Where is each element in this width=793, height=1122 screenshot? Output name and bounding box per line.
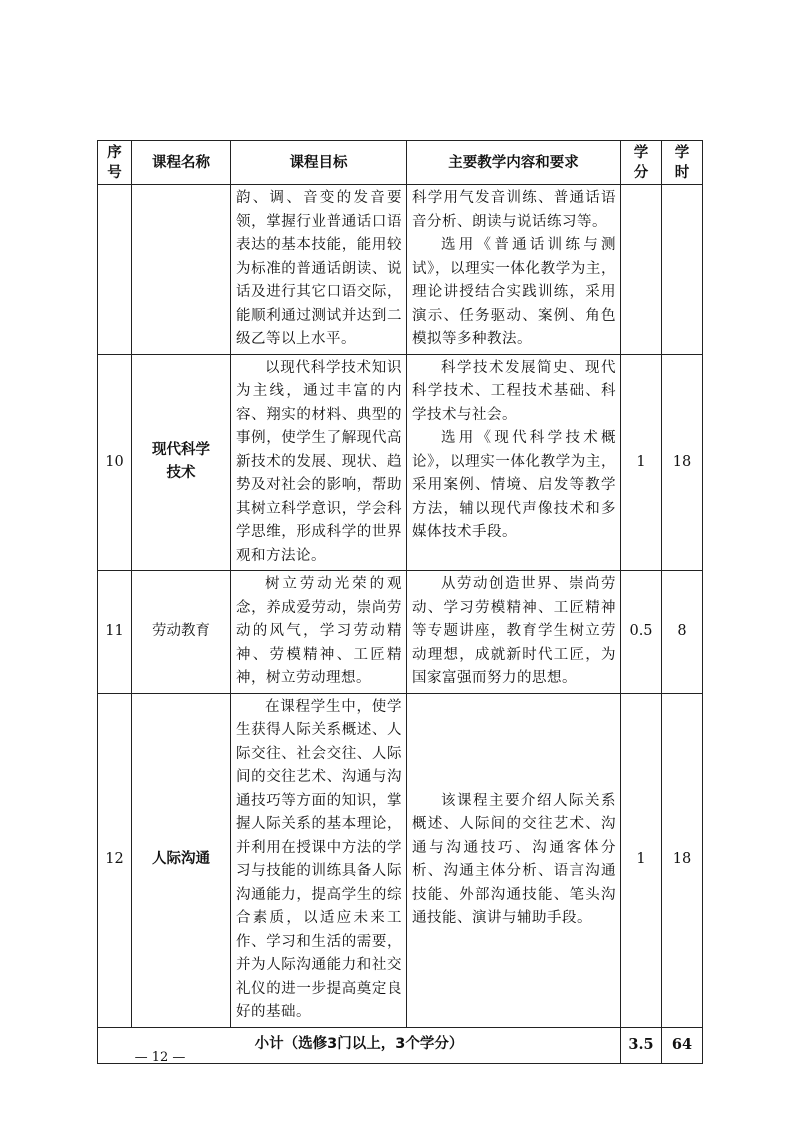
course-table [97,140,703,1064]
header-content: 主要教学内容和要求 [407,141,621,185]
header-goal: 课程目标 [231,141,407,185]
course-credit: 0.5 [621,571,662,694]
course-goal: 韵、调、音变的发音要领，掌握行业普通话口语表达的基本技能，能用较为标准的普通话朗读、说话及进行其它口语交际，能顺利通过测试并达到二级乙等以上水平。 [231,185,407,355]
row-no [98,185,132,355]
course-content: 科学技术发展简史、现代科学技术、工程技术基础、科学技术与社会。 选用《现代科学技术概论》，以理实一体化教学为主，采用案例、情境、启发等教学方法，辅以现代声像技术和多媒体技术手段。 [407,354,621,571]
table-row [98,185,703,355]
course-credit: 1 [621,693,662,1027]
course-hours [662,185,703,355]
row-no: 11 [98,571,132,694]
summary-credit: 3.5 [621,1027,662,1063]
table-row [98,354,703,571]
table-row [98,693,703,1027]
course-goal: 树立劳动光荣的观念，养成爱劳动，崇尚劳动的风气，学习劳动精神、劳模精神、工匠精神，树立劳动理想。 [231,571,407,694]
course-hours: 8 [662,571,703,694]
summary-hours: 64 [662,1027,703,1063]
course-name: 现代科学 技术 [132,354,231,571]
header-name: 课程名称 [132,141,231,185]
row-no: 12 [98,693,132,1027]
course-name: 劳动教育 [132,571,231,694]
header-hours: 学时 [662,141,703,185]
header-row [98,141,703,185]
course-content: 科学用气发音训练、普通话语音分析、朗读与说话练习等。 选用《普通话训练与测试》，以理实一体化教学为主，理论讲授结合实践训练，采用演示、任务驱动、案例、角色模拟等多种教法。 [407,185,621,355]
course-goal: 以现代科学技术知识为主线，通过丰富的内容、翔实的材料、典型的事例，使学生了解现代高新技术的发展、现状、趋势及对社会的影响，帮助其树立科学意识，学会科学思维，形成科学的世界观和方法论。 [231,354,407,571]
course-content: 从劳动创造世界、崇尚劳动、学习劳模精神、工匠精神等专题讲座，教育学生树立劳动理想，成就新时代工匠，为国家富强而努力的思想。 [407,571,621,694]
course-hours: 18 [662,693,703,1027]
header-no: 序号 [98,141,132,185]
row-no: 10 [98,354,132,571]
table-row [98,571,703,694]
course-hours: 18 [662,354,703,571]
course-credit [621,185,662,355]
summary-label: 小计（选修3门以上，3个学分） [98,1027,621,1063]
course-content: 该课程主要介绍人际关系概述、人际间的交往艺术、沟通与沟通技巧、沟通客体分析、沟通主体分析、语言沟通技能、外部沟通技能、笔头沟通技能、演讲与辅助手段。 [407,693,621,1027]
course-name [132,185,231,355]
course-credit: 1 [621,354,662,571]
page-number: — 12 — [134,1050,186,1065]
course-goal: 在课程学生中，使学生获得人际关系概述、人际交往、社会交往、人际间的交往艺术、沟通与沟通技巧等方面的知识，掌握人际关系的基本理论，并利用在授课中方法的学习与技能的训练具备人际沟通能力，提高学生的综合素质，以适应未来工作、学习和生活的需要，并为人际沟通能力和社交礼仪的进一步提高奠定良好的基础。 [231,693,407,1027]
header-credit: 学分 [621,141,662,185]
course-name: 人际沟通 [132,693,231,1027]
